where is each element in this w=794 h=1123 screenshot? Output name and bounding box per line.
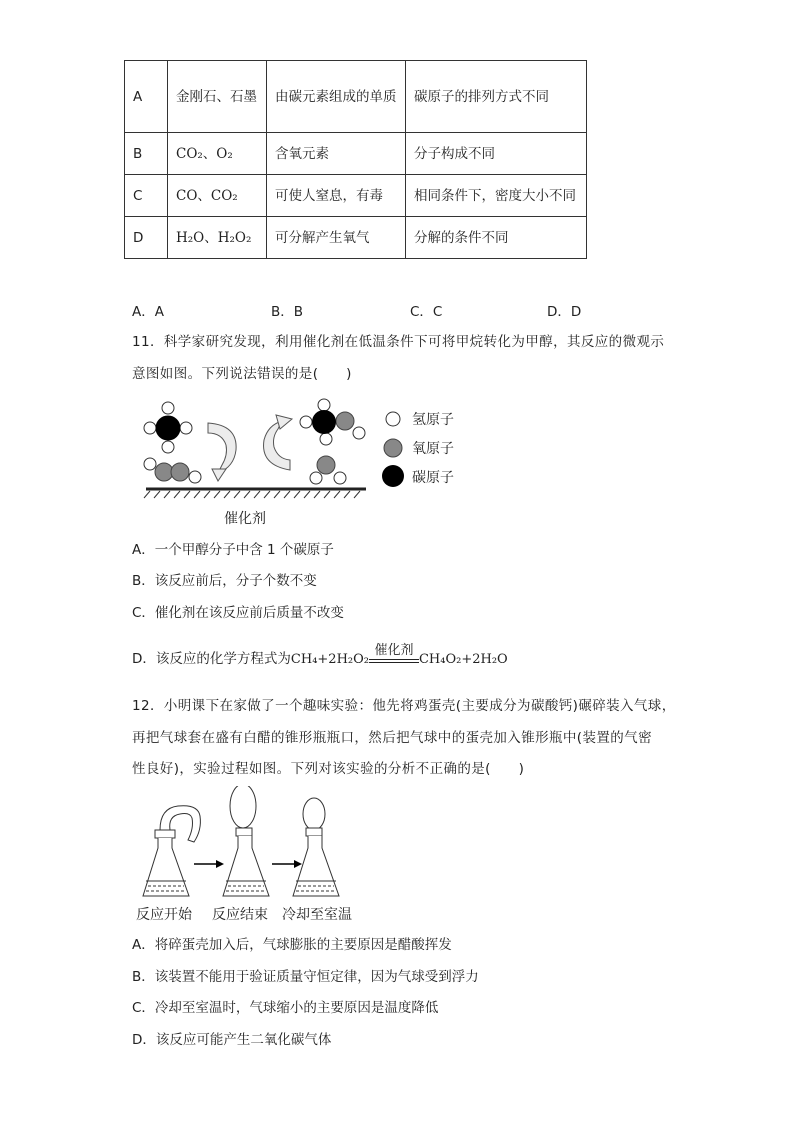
row-reason: 分子构成不同 [406,133,587,175]
legend-symbols [380,405,410,490]
q12-option-c[interactable]: C．冷却至室温时，气球缩小的主要原因是温度降低 [132,1000,439,1016]
row-label: C [125,175,168,217]
table-row [125,61,587,133]
experiment-diagram [138,786,363,904]
equation-lhs: CH₄+2H₂O₂ [290,652,369,667]
q12-stem-line3: 性良好)，实验过程如图。下列对该实验的分析不正确的是( ) [132,761,525,777]
choice-b[interactable]: B．B [271,304,304,320]
inflated-balloon [230,786,256,828]
surface-hatching [144,491,360,498]
row-label: B [125,133,168,175]
arrow-head-icon [212,469,226,481]
q12-option-d[interactable]: D．该反应可能产生二氧化碳气体 [132,1032,332,1048]
methane-molecule [144,402,192,453]
equation-condition: 催化剂 [374,643,414,658]
q12-option-b[interactable]: B．该装置不能用于验证质量守恒定律，因为气球受到浮力 [132,969,479,985]
choice-a[interactable]: A．A [132,304,164,320]
oxygen-atom-icon [384,439,402,457]
row-reason: 碳原子的排列方式不同 [406,61,587,133]
water-molecule [310,456,346,484]
row-substances: CO、CO₂ [168,175,267,217]
stage-cooled-label: 冷却至室温 [282,907,352,923]
q11-option-a[interactable]: A．一个甲醇分子中含 1 个碳原子 [132,542,334,558]
flask-cooled [293,798,339,896]
q12-option-a[interactable]: A．将碎蛋壳加入后，气球膨胀的主要原因是醋酸挥发 [132,937,452,953]
row-commonality: 可分解产生氧气 [267,217,406,259]
q11-stem-line2: 意图如图。下列说法错误的是( ) [132,366,352,382]
equation-arrow [369,643,419,663]
row-substances: H₂O、H₂O₂ [168,217,267,259]
table-row [125,133,587,175]
arrow-head-icon [294,860,302,868]
table-row [125,175,587,217]
catalyst-label: 催化剂 [224,511,266,527]
reaction-diagram [140,395,380,500]
methanol-molecule [300,399,365,445]
q11-option-b[interactable]: B．该反应前后，分子个数不变 [132,573,317,589]
table-row [125,217,587,259]
flask-start [143,806,200,896]
choice-d[interactable]: D．D [547,304,582,320]
flask-end [223,786,269,896]
arrow-head-icon [216,860,224,868]
stage-start-label: 反应开始 [136,907,192,923]
hydrogen-atom-icon [386,412,400,426]
row-substances: 金刚石、石墨 [168,61,267,133]
q11-stem-line1: 11．科学家研究发现，利用催化剂在低温条件下可将甲烷转化为甲醇，其反应的微观示 [132,334,665,350]
row-commonality: 含氧元素 [267,133,406,175]
curved-arrow-up-icon [264,421,290,470]
row-substances: CO₂、O₂ [168,133,267,175]
q12-stem-line1: 12．小明课下在家做了一个趣味实验：他先将鸡蛋壳(主要成分为碳酸钙)碾碎装入气球， [132,698,676,714]
legend-oxygen: 氧原子 [412,441,454,457]
q11-option-d[interactable] [132,643,508,667]
row-commonality: 可使人窒息，有毒 [267,175,406,217]
option-d-prefix: D．该反应的化学方程式为 [132,651,291,667]
carbon-atom-icon [382,465,404,487]
choice-c[interactable]: C．C [410,304,443,320]
medium-balloon [303,798,325,830]
double-line-icon [369,659,419,663]
q11-option-c[interactable]: C．催化剂在该反应前后质量不改变 [132,605,344,621]
stage-end-label: 反应结束 [212,907,268,923]
row-commonality: 由碳元素组成的单质 [267,61,406,133]
equation-rhs: CH₄O₂+2H₂O [418,652,508,667]
row-reason: 相同条件下，密度大小不同 [406,175,587,217]
row-reason: 分解的条件不同 [406,217,587,259]
hydrogen-peroxide-molecule [144,458,201,483]
comparison-table [124,60,587,259]
curved-arrow-down-icon [208,423,236,473]
q12-stem-line2: 再把气球套在盛有白醋的锥形瓶瓶口，然后把气球中的蛋壳加入锥形瓶中(装置的气密 [132,730,652,746]
legend-hydrogen: 氢原子 [412,412,454,428]
row-label: A [125,61,168,133]
legend-carbon: 碳原子 [412,470,454,486]
row-label: D [125,217,168,259]
